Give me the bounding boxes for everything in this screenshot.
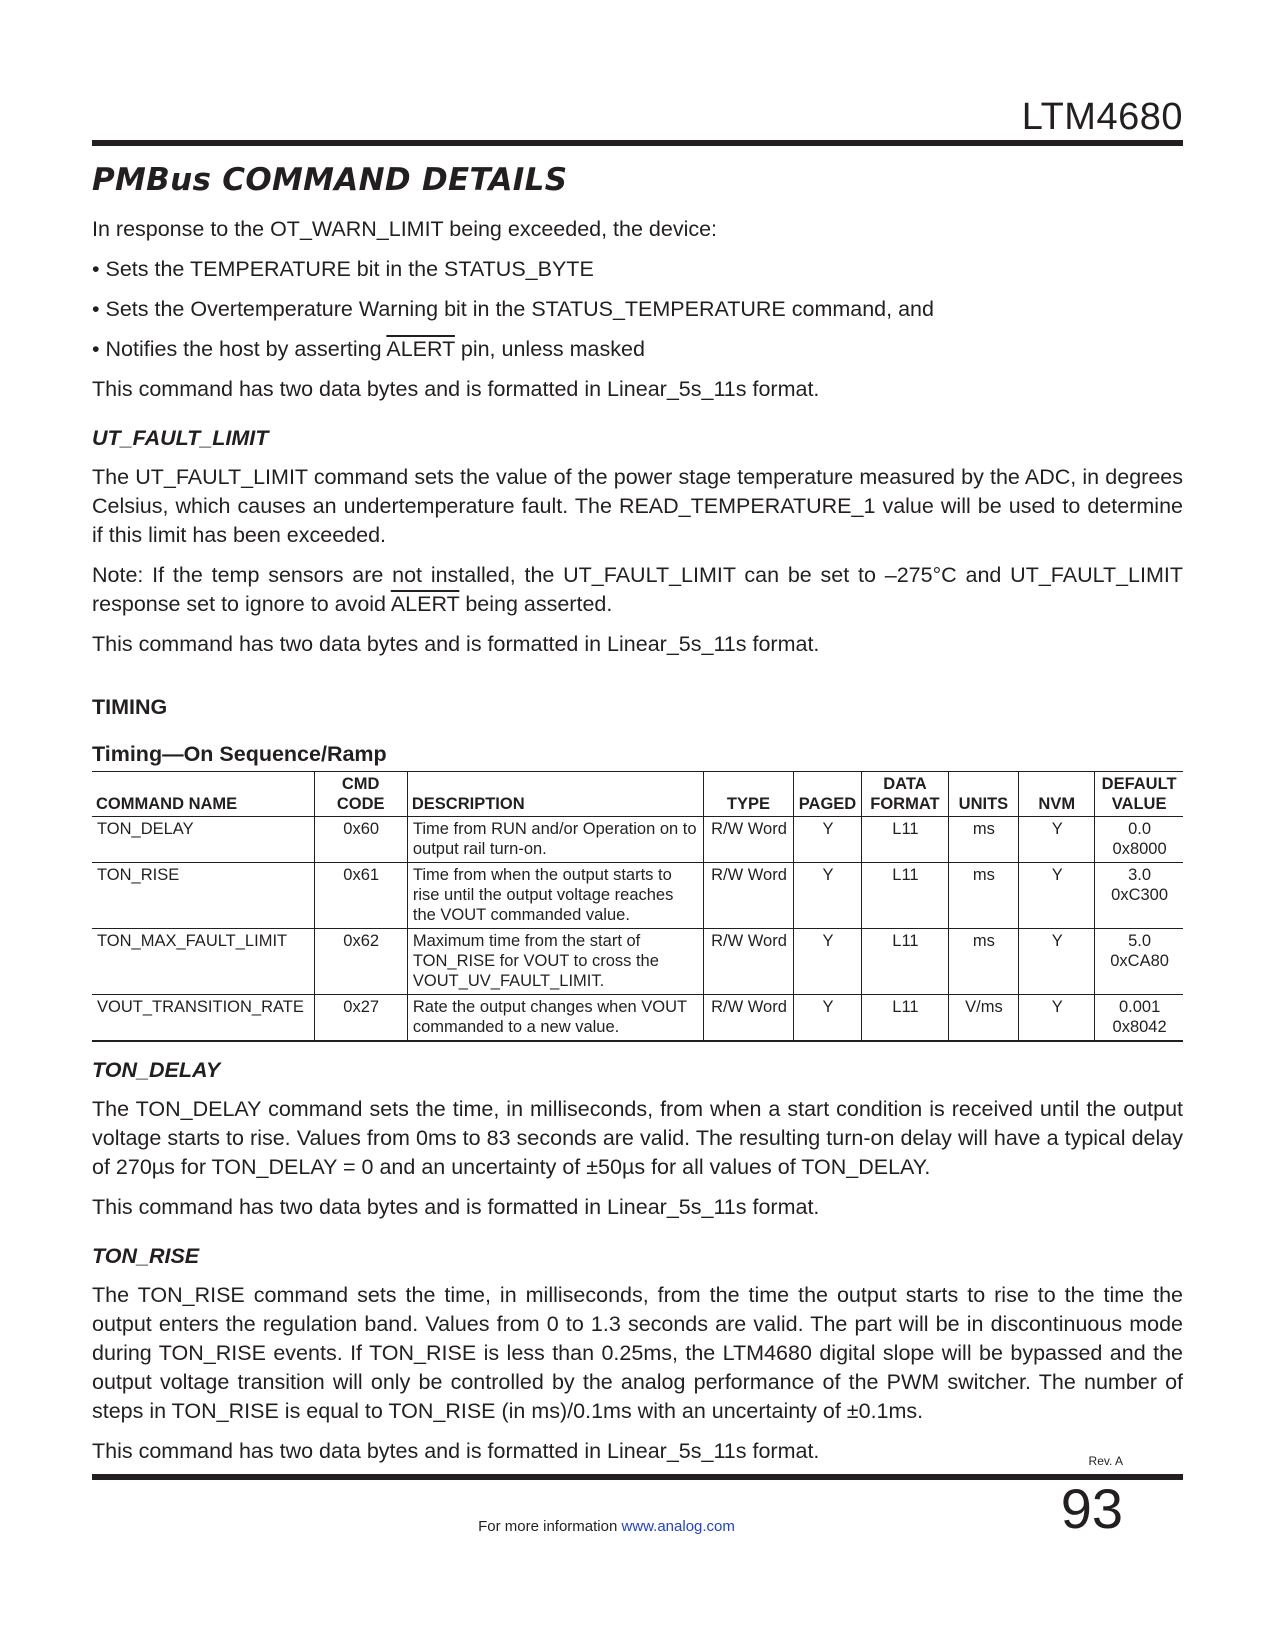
cell-nvm: Y bbox=[1019, 817, 1095, 863]
default-value: 0.0 bbox=[1128, 820, 1152, 838]
format-line: This command has two data bytes and is formatted in Linear_5s_11s format. bbox=[92, 377, 820, 401]
cell-description: Maximum time from the start of TON_RISE for VOUT to cross the VOUT_UV_FAULT_LIMIT. bbox=[407, 929, 704, 995]
timing-heading: TIMING bbox=[92, 695, 168, 719]
ton-delay-description: The TON_DELAY command sets the time, in milliseconds, from when a start condition is received until the output voltage starts to rise. Values from 0ms to 83 seconds are valid. The resulting turn-on delay will have a typical delay of 270µs for TON_DELAY = 0 and an uncertainty of ±50µs for all values of TON_DELAY. bbox=[92, 1097, 1183, 1179]
default-hex: 0xCA80 bbox=[1110, 952, 1169, 970]
cell-cmd-code: 0x27 bbox=[314, 995, 407, 1042]
column-header: DESCRIPTION bbox=[407, 772, 704, 817]
cell-paged: Y bbox=[793, 863, 862, 929]
default-hex: 0xC300 bbox=[1111, 886, 1169, 904]
website-link[interactable]: www.analog.com bbox=[621, 1518, 735, 1535]
cell-units: ms bbox=[948, 929, 1019, 995]
cell-default-value bbox=[1095, 863, 1183, 929]
cell-type: R/W Word bbox=[704, 863, 793, 929]
cell-paged: Y bbox=[793, 929, 862, 995]
cell-type: R/W Word bbox=[704, 995, 793, 1042]
cell-cmd-code: 0x61 bbox=[314, 863, 407, 929]
table-row bbox=[92, 995, 1183, 1042]
page-number: 93 bbox=[1060, 1477, 1123, 1540]
revision-label: Rev. A bbox=[1088, 1454, 1123, 1468]
default-value: 0.001 bbox=[1118, 998, 1161, 1016]
cell-default-value bbox=[1095, 995, 1183, 1042]
cell-data-format: L11 bbox=[862, 995, 948, 1042]
footer-info bbox=[0, 1518, 1213, 1535]
default-value: 5.0 bbox=[1128, 932, 1152, 950]
ton-rise-description: The TON_RISE command sets the time, in milliseconds, from the time the output starts to rise to the time the output enters the regulation band. Values from 0 to 1.3 seconds are valid. The part will be in discontinuous mode during TON_RISE events. If TON_RISE is less than 0.25ms, the LTM4680 digital slope will be bypassed and the output voltage transition will only be controlled by the analog performance of the PWM switcher. The number of steps in TON_RISE is equal to TON_RISE (in ms)/0.1ms with an uncertainty of ±0.1ms. bbox=[92, 1283, 1183, 1423]
table-row bbox=[92, 863, 1183, 929]
cell-units: V/ms bbox=[948, 995, 1019, 1042]
cell-type: R/W Word bbox=[704, 929, 793, 995]
default-hex: 0x8042 bbox=[1112, 1018, 1167, 1036]
cell-command-name: TON_MAX_FAULT_LIMIT bbox=[92, 929, 314, 995]
cell-description: Time from when the output starts to rise until the output voltage reaches the VOUT commanded value. bbox=[407, 863, 704, 929]
cell-description: Time from RUN and/or Operation on to output rail turn-on. bbox=[407, 817, 704, 863]
alert-signal-name: ALERT bbox=[386, 337, 455, 361]
cell-units: ms bbox=[948, 863, 1019, 929]
intro-bullet-alert bbox=[92, 335, 1183, 364]
table-header-row bbox=[92, 772, 1183, 817]
cell-paged: Y bbox=[793, 995, 862, 1042]
table-row bbox=[92, 929, 1183, 995]
cell-command-name: TON_DELAY bbox=[92, 817, 314, 863]
header-rule bbox=[92, 140, 1183, 146]
main-content bbox=[92, 215, 1183, 1466]
cell-cmd-code: 0x60 bbox=[314, 817, 407, 863]
text-span: • Notifies the host by asserting bbox=[92, 337, 387, 361]
table-row bbox=[92, 817, 1183, 863]
cell-data-format: L11 bbox=[862, 817, 948, 863]
intro-bullet: • Sets the TEMPERATURE bit in the STATUS_BYTE bbox=[92, 257, 594, 281]
ton-rise-heading: TON_RISE bbox=[92, 1244, 200, 1268]
default-value: 3.0 bbox=[1128, 866, 1152, 884]
cell-paged: Y bbox=[793, 817, 862, 863]
column-header: NVM bbox=[1019, 772, 1095, 817]
cell-nvm: Y bbox=[1019, 995, 1095, 1042]
table-title: Timing—On Sequence/Ramp bbox=[92, 742, 387, 766]
default-hex: 0x8000 bbox=[1112, 840, 1167, 858]
column-header: DATA FORMAT bbox=[862, 772, 948, 817]
column-header: DEFAULT VALUE bbox=[1095, 772, 1183, 817]
ut-fault-limit-heading: UT_FAULT_LIMIT bbox=[92, 426, 269, 450]
cell-nvm: Y bbox=[1019, 863, 1095, 929]
column-header: UNITS bbox=[948, 772, 1019, 817]
column-header: CMD CODE bbox=[314, 772, 407, 817]
timing-table bbox=[92, 771, 1183, 1042]
cell-cmd-code: 0x62 bbox=[314, 929, 407, 995]
column-header: COMMAND NAME bbox=[92, 772, 314, 817]
alert-signal-name: ALERT bbox=[390, 592, 460, 616]
footer-info-text: For more information bbox=[478, 1518, 622, 1535]
cell-data-format: L11 bbox=[862, 929, 948, 995]
part-number: LTM4680 bbox=[1021, 96, 1183, 138]
intro-bullet: • Sets the Overtemperature Warning bit in the STATUS_TEMPERATURE command, and bbox=[92, 297, 934, 321]
section-title: PMBus COMMAND DETAILS bbox=[92, 162, 568, 198]
cell-nvm: Y bbox=[1019, 929, 1095, 995]
format-line: This command has two data bytes and is formatted in Linear_5s_11s format. bbox=[92, 632, 820, 656]
cell-command-name: TON_RISE bbox=[92, 863, 314, 929]
cell-default-value bbox=[1095, 817, 1183, 863]
cell-command-name: VOUT_TRANSITION_RATE bbox=[92, 995, 314, 1042]
ton-delay-heading: TON_DELAY bbox=[92, 1058, 221, 1082]
cell-type: R/W Word bbox=[704, 817, 793, 863]
cell-default-value bbox=[1095, 929, 1183, 995]
column-header: TYPE bbox=[704, 772, 793, 817]
column-header: PAGED bbox=[793, 772, 862, 817]
text-span: pin, unless masked bbox=[454, 337, 645, 361]
cell-description: Rate the output changes when VOUT commanded to a new value. bbox=[407, 995, 704, 1042]
intro-line: In response to the OT_WARN_LIMIT being exceeded, the device: bbox=[92, 217, 718, 241]
cell-units: ms bbox=[948, 817, 1019, 863]
cell-data-format: L11 bbox=[862, 863, 948, 929]
text-span: Note: If the temp sensors are not installed, the UT_FAULT_LIMIT can be set to –275°C and UT_FAULT_LIMIT response set to ignore to avoid bbox=[92, 563, 1183, 616]
format-line: This command has two data bytes and is formatted in Linear_5s_11s format. bbox=[92, 1439, 820, 1463]
text-span: being asserted. bbox=[459, 592, 613, 616]
format-line: This command has two data bytes and is formatted in Linear_5s_11s format. bbox=[92, 1195, 820, 1219]
ut-fault-limit-note bbox=[92, 561, 1183, 619]
footer-rule bbox=[92, 1474, 1183, 1480]
ut-fault-limit-description: The UT_FAULT_LIMIT command sets the value of the power stage temperature measured by the ADC, in degrees Celsius, which causes an undertemperature fault. The READ_TEMPERATURE_1 value will be used to determine if this limit has been exceeded. bbox=[92, 465, 1183, 547]
